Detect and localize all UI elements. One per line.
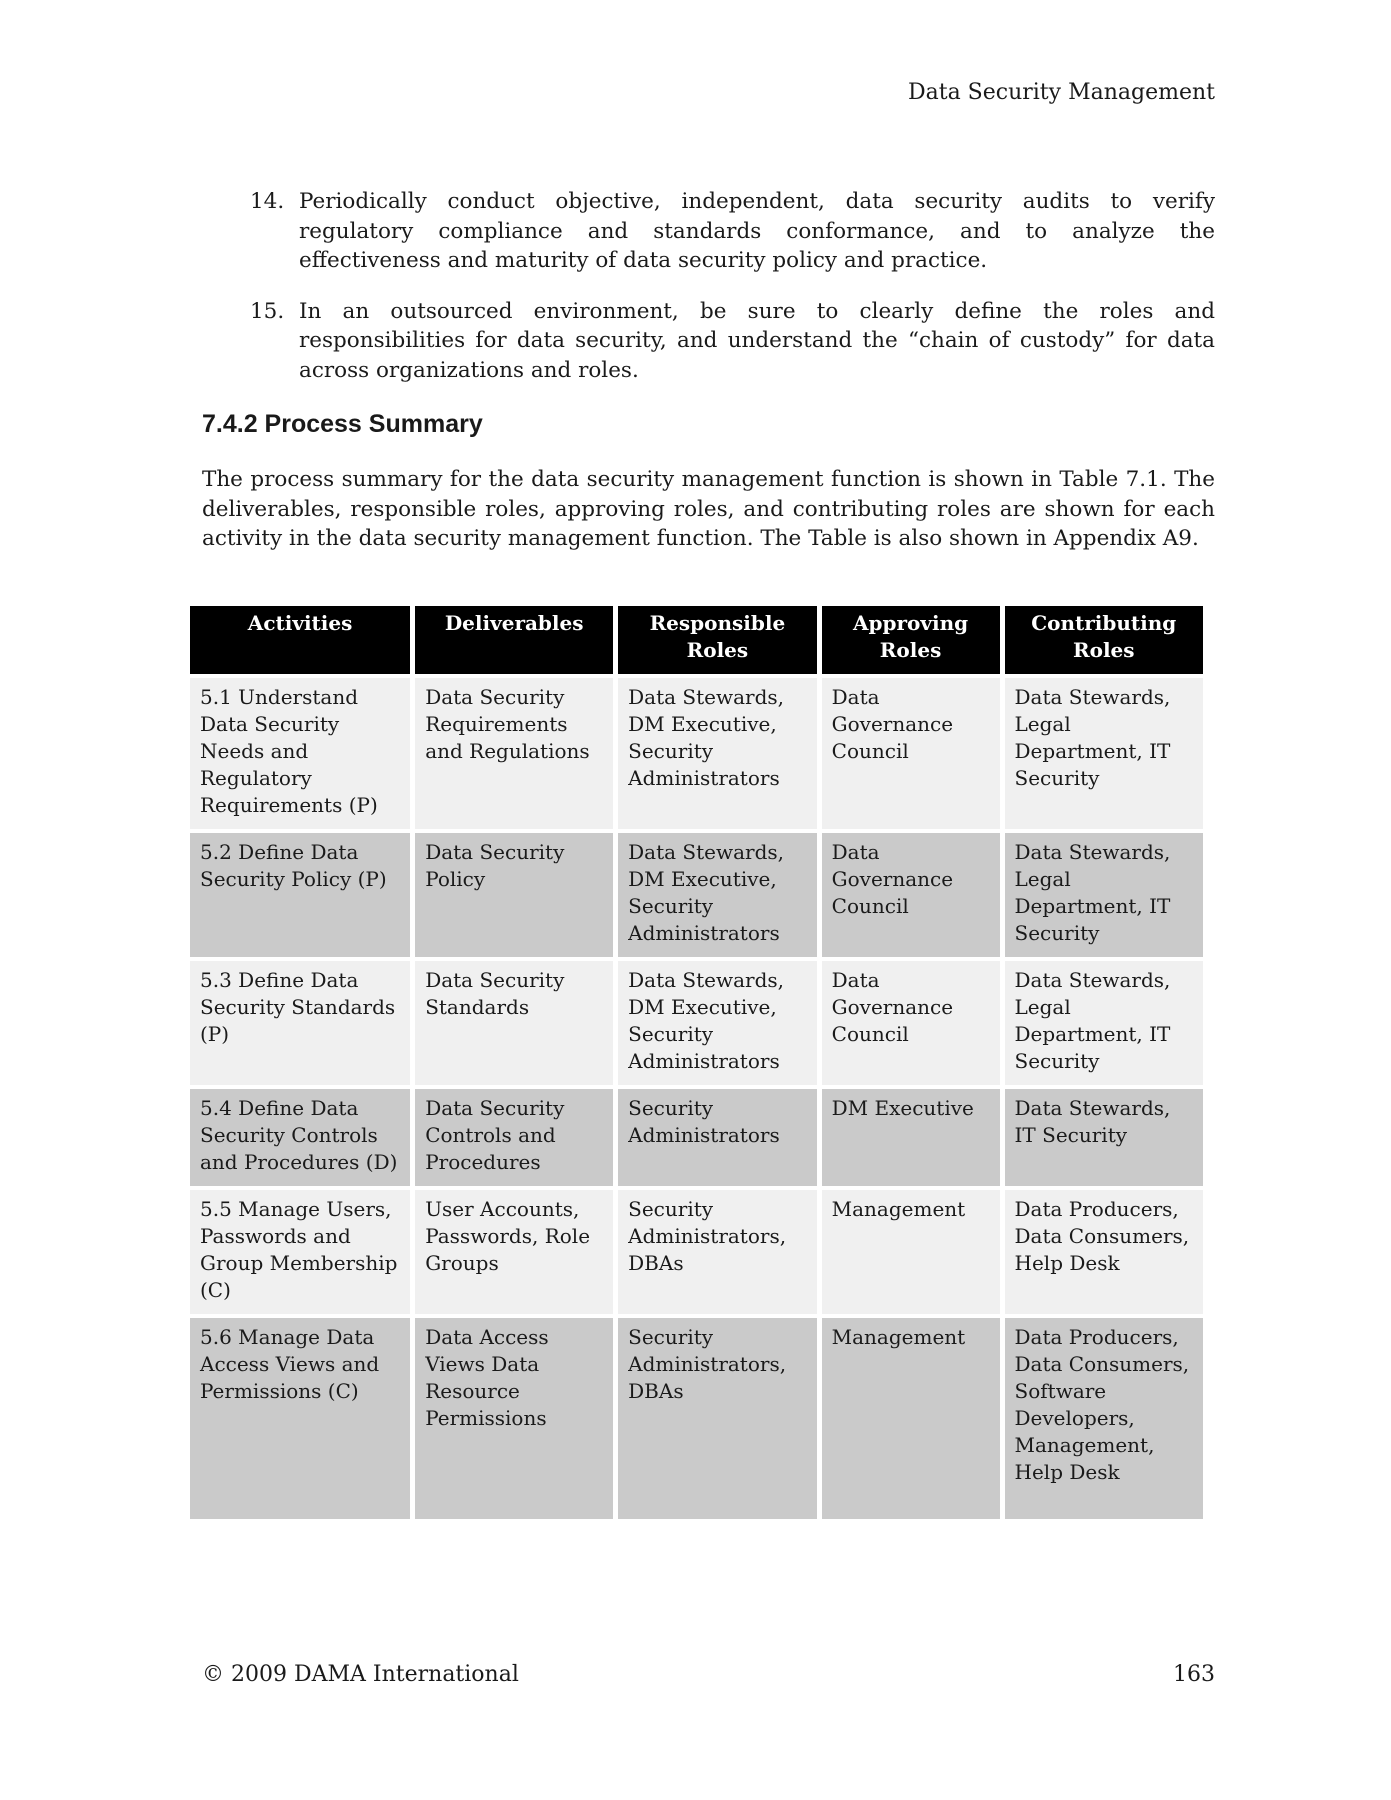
cell-contributing-roles: Data Stewards, Legal Department, IT Security (1005, 833, 1203, 957)
cell-deliverables: Data Security Policy (415, 833, 613, 957)
intro-paragraph: The process summary for the data security management function is shown in Table 7.1. The deliverables, responsible roles, approving roles, and contributing roles are shown for each activity in the data security management function. The Table is also shown in Appendix A9. (202, 467, 1215, 551)
cell-contributing-roles: Data Producers, Data Consumers, Software Developers, Management, Help Desk (1005, 1318, 1203, 1519)
numbered-list (250, 187, 1215, 406)
cell-deliverables: Data Security Controls and Procedures (415, 1089, 613, 1186)
cell-deliverables: User Accounts, Passwords, Role Groups (415, 1190, 613, 1314)
running-header: Data Security Management (907, 80, 1215, 105)
table-row (190, 833, 1203, 957)
header-deliverables: Deliverables (415, 606, 613, 674)
table-row (190, 961, 1203, 1085)
cell-contributing-roles: Data Stewards, IT Security (1005, 1089, 1203, 1186)
section-heading: 7.4.2 Process Summary (202, 410, 483, 438)
cell-activity: 5.1 Understand Data Security Needs and Regulatory Requirements (P) (190, 678, 410, 829)
header-responsible-roles: Responsible Roles (618, 606, 817, 674)
header-activities: Activities (190, 606, 410, 674)
cell-contributing-roles: Data Producers, Data Consumers, Help Desk (1005, 1190, 1203, 1314)
cell-activity: 5.3 Define Data Security Standards (P) (190, 961, 410, 1085)
page-number: 163 (1173, 1662, 1215, 1687)
cell-responsible-roles: Security Administrators, DBAs (618, 1190, 817, 1314)
cell-contributing-roles: Data Stewards, Legal Department, IT Security (1005, 678, 1203, 829)
header-contributing-roles: Contributing Roles (1005, 606, 1203, 674)
cell-deliverables: Data Security Requirements and Regulations (415, 678, 613, 829)
table-row (190, 678, 1203, 829)
cell-activity: 5.4 Define Data Security Controls and Procedures (D) (190, 1089, 410, 1186)
cell-approving-roles: DM Executive (822, 1089, 1000, 1186)
list-item (250, 297, 1215, 386)
cell-responsible-roles: Security Administrators (618, 1089, 817, 1186)
cell-responsible-roles: Data Stewards, DM Executive, Security Administrators (618, 961, 817, 1085)
list-number: 14. (250, 189, 285, 214)
list-item (250, 187, 1215, 276)
table-row (190, 1318, 1203, 1519)
cell-responsible-roles: Data Stewards, DM Executive, Security Administrators (618, 833, 817, 957)
cell-deliverables: Data Security Standards (415, 961, 613, 1085)
copyright: © 2009 DAMA International (202, 1662, 519, 1687)
cell-approving-roles: Management (822, 1190, 1000, 1314)
list-text: In an outsourced environment, be sure to clearly define the roles and responsibilities for data security, and understand the “chain of custody” for data across organizations and roles. (299, 298, 1215, 383)
header-approving-roles: Approving Roles (822, 606, 1000, 674)
cell-approving-roles: Data Governance Council (822, 678, 1000, 829)
cell-deliverables: Data Access Views Data Resource Permissions (415, 1318, 613, 1519)
cell-activity: 5.2 Define Data Security Policy (P) (190, 833, 410, 957)
cell-responsible-roles: Security Administrators, DBAs (618, 1318, 817, 1519)
process-summary-table (185, 602, 1208, 1523)
cell-activity: 5.5 Manage Users, Passwords and Group Membership (C) (190, 1190, 410, 1314)
cell-approving-roles: Data Governance Council (822, 833, 1000, 957)
list-text: Periodically conduct objective, independent, data security audits to verify regulatory compliance and standards conformance, and to analyze the effectiveness and maturity of data security policy and practice. (299, 189, 1215, 273)
list-number: 15. (250, 298, 285, 324)
cell-contributing-roles: Data Stewards, Legal Department, IT Security (1005, 961, 1203, 1085)
cell-activity: 5.6 Manage Data Access Views and Permissions (C) (190, 1318, 410, 1519)
table-header-row (190, 606, 1203, 674)
table-row (190, 1089, 1203, 1186)
table-row (190, 1190, 1203, 1314)
cell-approving-roles: Management (822, 1318, 1000, 1519)
cell-responsible-roles: Data Stewards, DM Executive, Security Administrators (618, 678, 817, 829)
cell-approving-roles: Data Governance Council (822, 961, 1000, 1085)
